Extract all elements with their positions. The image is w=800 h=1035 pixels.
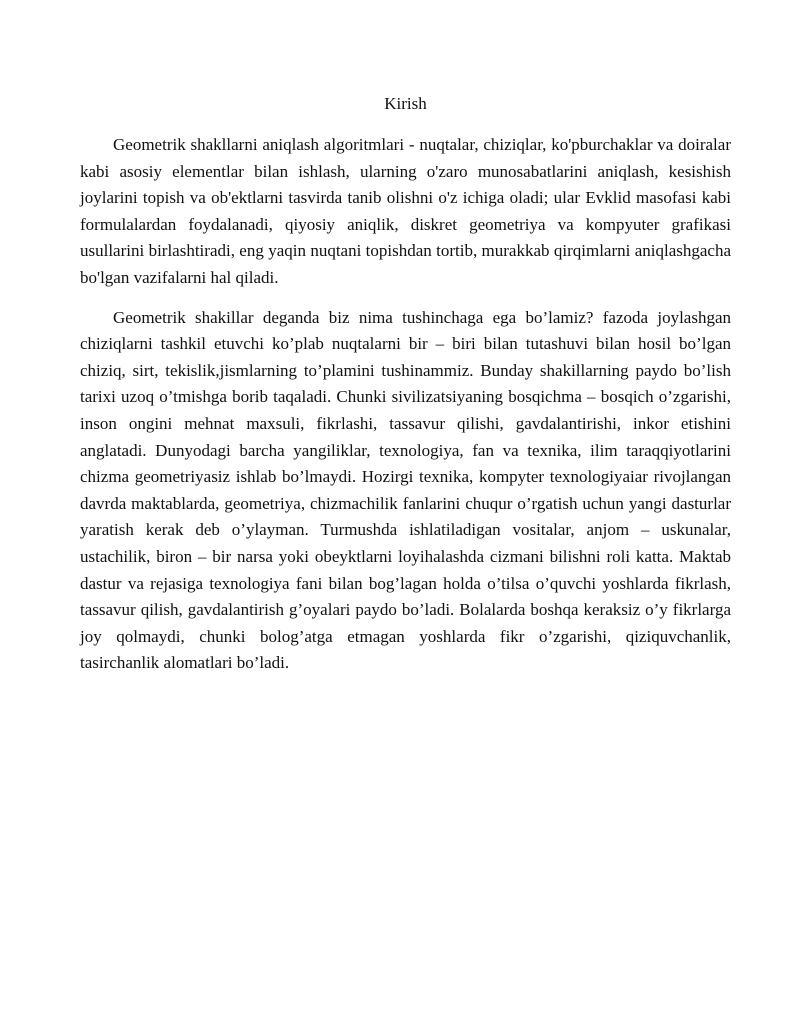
paragraph-1: Geometrik shakllarni aniqlash algoritmlari - nuqtalar, chiziqlar, ko'pburchaklar va doiralar kabi asosiy elementlar bilan ishlash, ularning o'zaro munosabatlarini aniqlash, kesishish joylarini topish va ob'ektlarni tasvirda tanib olishni o'z ichiga oladi; ular Evklid masofasi kabi formulalardan foydalanadi, qiyosiy aniqlik, diskret geometriya va kompyuter grafikasi usullarini birlashtiradi, eng yaqin nuqtani topishdan tortib, murakkab qirqimlarni aniqlashgacha bo'lgan vazifalarni hal qiladi.: [80, 135, 731, 287]
page-title: Kirish: [384, 94, 427, 113]
document-body: [80, 92, 731, 690]
paragraph-2: Geometrik shakillar deganda biz nima tushinchaga ega bo’lamiz? fazoda joylashgan chiziqlarni tashkil etuvchi ko’plab nuqtalarni bir – biri bilan tutashuvi bilan hosil bo’lgan chiziq, sirt, tekislik,jismlarning to’plamini tushinammiz. Bunday shakillarning paydo bo’lish tarixi uzoq o’tmishga borib taqaladi. Chunki sivilizatsiyaning bosqichma – bosqich o’zgarishi, inson ongini mehnat maxsuli, fikrlashi, tassavur qilishi, gavdalantirishi, inkor etishini anglatadi. Dunyodagi barcha yangiliklar, texnologiya, fan va texnika, ilim taraqqiyotlarini chizma geometriyasiz ishlab bo’lmaydi. Hozirgi texnika, kompyter texnologiyaiar rivojlangan davrda maktablarda, geometriya, chizmachilik fanlarini chuqur o’rgatish uchun yangi dasturlar yaratish kerak deb o’ylayman. Turmushda ishlatiladigan vositalar, anjom – uskunalar, ustachilik, biron – bir narsa yoki obeyktlarni loyihalashda cizmani bilishni roli katta. Maktab dastur va rejasiga texnologiya fani bilan bog’lagan holda o’tilsa o’quvchi yoshlarda fikrlash, tassavur qilish, gavdalantirish g’oyalari paydo bo’ladi. Bolalarda boshqa keraksiz o’y fikrlarga joy qolmaydi, chunki bolog’atga etmagan yoshlarda fikr o’zgarishi, qiziquvchanlik, tasirchanlik alomatlari bo’ladi.: [80, 307, 731, 673]
